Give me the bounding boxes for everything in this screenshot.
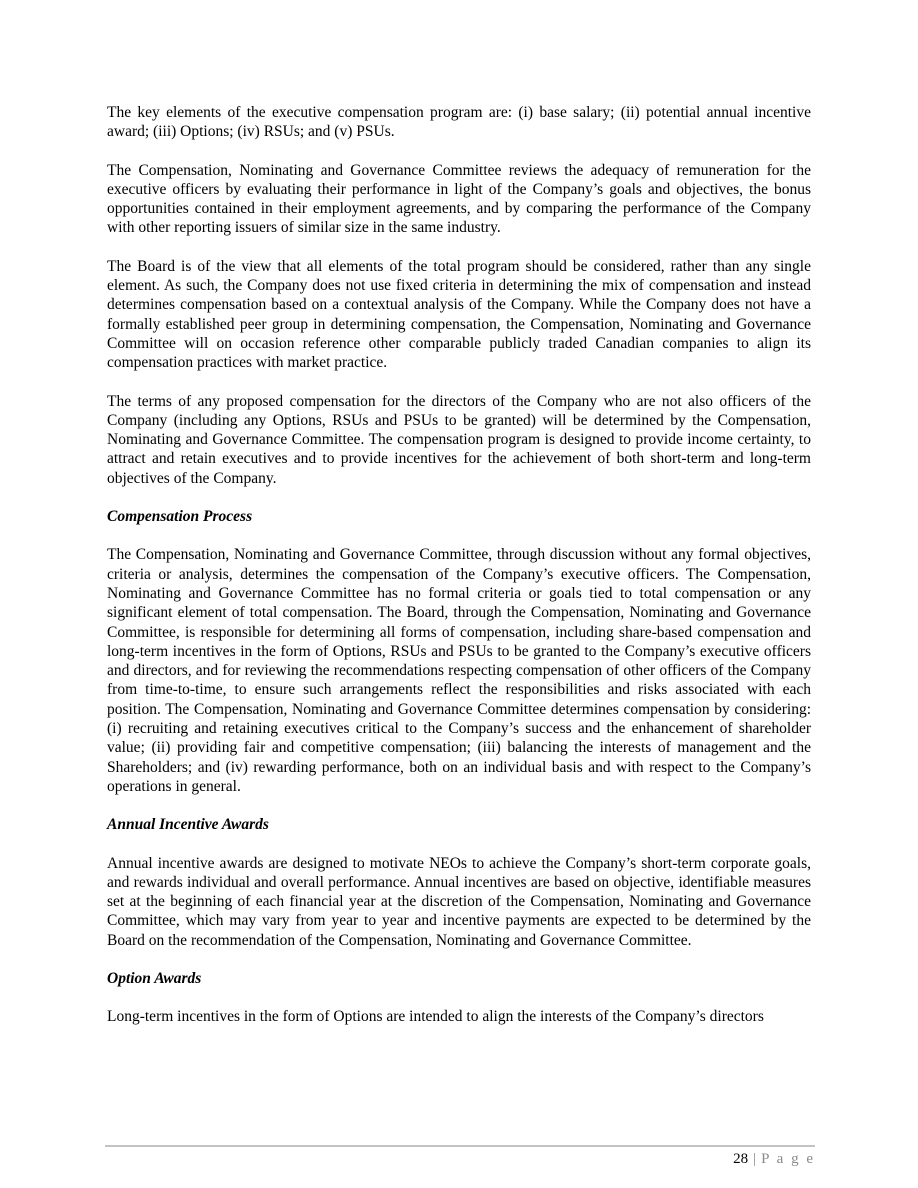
- page-footer: [105, 1145, 815, 1168]
- page-number-label: [105, 1150, 815, 1168]
- paragraph-key-elements: The key elements of the executive compensation program are: (i) base salary; (ii) potential annual incentive award; (iii) Options; (iv) RSUs; and (v) PSUs.: [107, 104, 811, 141]
- paragraph-board-view: The Board is of the view that all elements of the total program should be considered, rather than any single element. As such, the Company does not use fixed criteria in determining the mix of compensation and instead determines compensation based on a contextual analysis of the Company. While the Company does not have a formally established peer group in determining compensation, the Compensation, Nominating and Governance Committee will on occasion reference other comparable publicly traded Canadian companies to align its compensation practices with market practice.: [107, 257, 811, 372]
- document-body: [107, 103, 811, 1046]
- paragraph-compensation-process: The Compensation, Nominating and Governance Committee, through discussion without any formal objectives, criteria or analysis, determines the compensation of the Company’s executive officers. The Compensation, Nominating and Governance Committee has no formal criteria or goals tied to total compensation or any significant element of total compensation. The Board, through the Compensation, Nominating and Governance Committee, is responsible for determining all forms of compensation, including share-based compensation and long-term incentives in the form of Options, RSUs and PSUs to be granted to the Company’s executive officers and directors, and for reviewing the recommendations respecting compensation of other officers of the Company from time-to-time, to ensure such arrangements reflect the responsibilities and risks associated with each position. The Compensation, Nominating and Governance Committee determines compensation by considering: (i) recruiting and retaining executives critical to the Company’s success and the enhancement of shareholder value; (ii) providing fair and competitive compensation; (iii) balancing the interests of management and the Shareholders; and (iv) rewarding performance, both on an individual basis and with respect to the Company’s operations in general.: [107, 546, 811, 795]
- section-heading-option-awards: Option Awards: [107, 969, 202, 987]
- footer-divider: [105, 1145, 815, 1147]
- footer-page-word: P a g e: [761, 1151, 815, 1167]
- paragraph-director-compensation: The terms of any proposed compensation for the directors of the Company who are not also officers of the Company (including any Options, RSUs and PSUs to be granted) will be determined by the Compensation, Nominating and Governance Committee. The compensation program is designed to provide income certainty, to attract and retain executives and to provide incentives for the achievement of both short-term and long-term objectives of the Company.: [107, 392, 811, 487]
- footer-separator: |: [753, 1151, 757, 1167]
- paragraph-annual-incentive-awards: Annual incentive awards are designed to motivate NEOs to achieve the Company’s short-term corporate goals, and rewards individual and overall performance. Annual incentives are based on objective, identifiable measures set at the beginning of each financial year at the discretion of the Compensation, Nominating and Governance Committee, which may vary from year to year and incentive payments are expected to be determined by the Board on the recommendation of the Compensation, Nominating and Governance Committee.: [107, 854, 811, 949]
- paragraph-committee-reviews: The Compensation, Nominating and Governance Committee reviews the adequacy of remuneration for the executive officers by evaluating their performance in light of the Company’s goals and objectives, the bonus opportunities contained in their employment agreements, and by comparing the performance of the Company with other reporting issuers of similar size in the same industry.: [107, 161, 811, 237]
- section-heading-annual-incentive-awards: Annual Incentive Awards: [107, 816, 269, 834]
- paragraph-option-awards: Long-term incentives in the form of Options are intended to align the interests of the Company’s directors: [107, 1008, 764, 1026]
- page-number: 28: [733, 1151, 749, 1167]
- section-heading-compensation-process: Compensation Process: [107, 508, 253, 526]
